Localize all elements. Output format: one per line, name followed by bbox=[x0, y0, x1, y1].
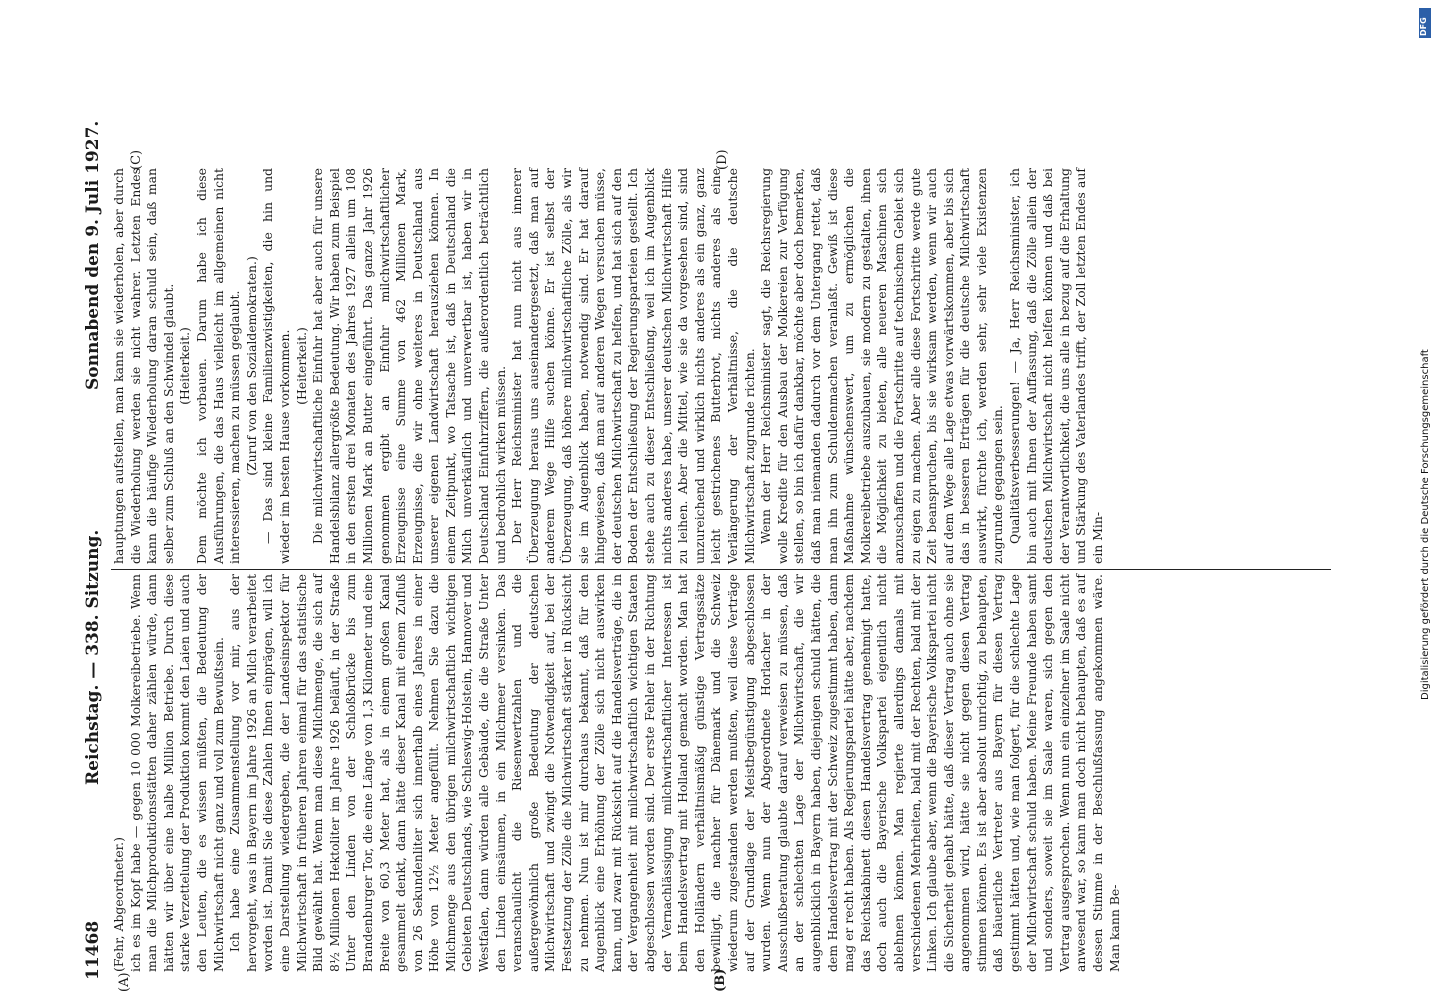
margin-marker-d: (D) bbox=[715, 149, 730, 170]
dfg-logo: DFG bbox=[1419, 8, 1431, 38]
interjection-call: (Zuruf von den Sozialdemokraten.) bbox=[243, 256, 259, 476]
left-column bbox=[111, 574, 1122, 972]
right-paragraph-5: Der Herr Reichsminister hat nun nicht aus innerer Überzeugung heraus uns auseinandergesetzt, daß man auf anderem Wege Hilfe suchen könne. Er ist selbst der Überzeugung, daß höhere milchwirtschaftliche Zölle, als wir sie im Augenblick haben, notwendig sind. Er hat darauf hingewiesen, daß man auf anderen Wegen versuchen müsse, der deutschen Milchwirtschaft zu helfen, und hat sich auf den Boden der Entschließung der Regierungsparteien gestellt. Ich stehe auch zu dieser Entschließung, weil ich im Augenblick nichts anderes habe, unserer deutschen Milchwirtschaft Hilfe zu leihen. Aber die Mittel, wie sie da vorgesehen sind, sind unzureichend und wirklich nichts anderes als ein ganz, ganz leicht gestrichenes Butterbrot, nichts anderes als eine Verlängerung der Verhältnisse, die die deutsche Milchwirtschaft zugrunde richten. bbox=[509, 168, 757, 564]
margin-marker-a: (A) bbox=[117, 972, 132, 992]
right-paragraph-6: Wenn der Herr Reichsminister sagt, die Reichsregierung wolle Kredite für den Ausbau der Molkereien zur Verfügung stellen, so bin ich dafür dankbar, möchte aber doch bemerken, daß man niemanden dadurch vor dem Untergang rettet, daß man ihn zum Schuldenmachen veranlaßt. Gewiß ist diese Maßnahme wünschenswert, um zu ermöglichen die Molkereibetriebe auszubauen, sie modern zu gestalten, ihnen die Möglichkeit zu bieten, alle neueren Maschinen sich anzuschaffen und die Fortschritte auf technischem Gebiet sich zu eigen zu machen. Aber alle diese Fortschritte werde gute Zeit beanspruchen, bis sie wirksam werden, wenn wir auch auf dem Wege alle Lage etwas vorwärtskommen, aber bis sich das in besseren Erträgen für die deutsche Milchwirtschaft auswirkt, fürchte ich, werden sehr, sehr viele Existenzen zugrunde gegangen sein. bbox=[758, 168, 1006, 564]
rotated-page-body bbox=[0, 120, 1339, 1000]
session-date: Sonnabend den 9. Juli 1927. bbox=[83, 120, 103, 390]
page-header bbox=[83, 120, 109, 980]
right-column bbox=[111, 168, 1106, 564]
right-paragraph-7: Qualitätsverbesserungen! — Ja, Herr Reichsminister, ich bin auch mit Ihnen der Auffassung, daß die Zölle allein der deutschen Milchwirtschaft nicht helfen können und daß bei der Verantwortlichkeit, die uns alle in bezug auf die Erhaltung und Stärkung des Vaterlandes trifft, der Zoll letzten Endes auf ein Min- bbox=[1007, 168, 1106, 564]
digitization-note: Digitalisierung gefördert durch die Deutsche Forschungsgemeinschaft bbox=[1420, 349, 1431, 700]
interjection-laughter-2: (Heiterkeit.) bbox=[293, 327, 309, 405]
margin-marker-b: (B) bbox=[713, 968, 728, 992]
right-paragraph-1: hauptungen aufstellen, man kann sie wiederholen, aber durch die Wiederholung werden sie nicht wahrer. Letzten Endes kann die häufige Wiederholung daran schuld sein, daß man selber zum Schluß an den Schwindel glaubt. bbox=[111, 168, 176, 564]
page-number: 11468 bbox=[83, 920, 103, 980]
left-paragraph-2: Ich habe eine Zusammenstellung vor mir, aus der hervorgeht, was in Bayern im Jahre 1926 an Milch verarbeitet worden ist. Damit Sie diese Zahlen Ihnen einprägen, will ich eine Darstellung wiedergeben, die der Landesinspektor für Milchwirtschaft in früheren Jahren einmal für das statistische Bild gewählt hat. Wenn man diese Milchmenge, die sich auf 8½ Millionen Hektoliter im Jahre 1926 beläuft, in der Straße Unter den Linden von der Schloßbrücke bis zum Brandenburger Tor, die eine Länge von 1,3 Kilometer und eine Breite von 60,3 Meter hat, als in einem großen Kanal gesammelt denkt, dann hätte dieser Kanal mit einem Zufluß von 26 Sekundenliter sich innerhalb eines Jahres in einer Höhe von 12½ Meter angefüllt. Nehmen Sie dazu die Milchmenge aus den übrigen milchwirtschaftlich wichtigen Gebieten Deutschlands, wie Schleswig-Holstein, Hannover und Westfalen, dann würden alle Gebäude, die die Straße Unter den Linden einsäumen, in ein Milchmeer versinken. Das veranschaulicht die Riesenwertzahlen und die außergewöhnlich große Bedeutung der deutschen Milchwirtschaft und zwingt die Notwendigkeit auf, bei der Festsetzung der Zölle die Milchwirtschaft stärker in Rücksicht zu nehmen. Nun ist mir durchaus bekannt, daß für den Augenblick eine Erhöhung der Zölle sich nicht auswirken kann, und zwar mit Rücksicht auf die Handelsverträge, die in der Vergangenheit mit milchwirtschaftlich wichtigen Staaten abgeschlossen worden sind. Der erste Fehler in der Richtung der Vernachlässigung milchwirtschaftlicher Interessen ist beim Handelsvertrag mit Holland gemacht worden. Man hat den Holländern verhältnismäßig günstige Vertragssätze bewilligt, die nachher für Dänemark und die Schweiz wiederum zugestanden werden mußten, weil diese Verträge auf der Grundlage der Meistbegünstigung abgeschlossen wurden. Wenn nun der Abgeordnete Horlacher in der Ausschußberatung glaubte darauf verweisen zu müssen, daß an der schlechten Lage der Milchwirtschaft, die wir augenblicklich in Bayern haben, diejenigen schuld hätten, die dem Handelsvertrag mit der Schweiz zugestimmt haben, dann mag er recht haben. Als Regierungspartei hätte aber, nachdem das Reichskabinett diesen Handelsvertrag genehmigt hatte, doch auch die Bayerische Volkspartei eigentlich nicht ablehnen können. Man regierte allerdings damals mit verschiedenen Mehrheiten, bald mit der Rechten, bald mit der Linken. Ich glaube aber, wenn die Bayerische Volkspartei nicht die Sicherheit gehabt hätte, daß dieser Vertrag auch ohne sie angenommen wird, hätte sie nicht gegen diesen Vertrag stimmen können. Es ist aber absolut unrichtig, zu behaupten, daß bäuerliche Vertreter aus Bayern für diesen Vertrag gestimmt hätten und, wie man folgert, für die schlechte Lage der Milchwirtschaft schuld haben. Meine Freunde haben samt und sonders, soweit sie im Saale waren, sich gegen den Vertrag ausgesprochen. Wenn nun ein einzelner im Saale nicht anwesend war, so kann man doch nicht behaupten, daß es auf dessen Stimme in der Beschlußfassung angekommen wäre. Man kann Be- bbox=[227, 574, 1122, 972]
margin-marker-c: (C) bbox=[129, 149, 144, 170]
column-divider bbox=[111, 569, 1331, 570]
session-title: Reichstag. — 338. Sitzung. bbox=[83, 529, 103, 785]
left-paragraph-1: ich es im Kopf habe — gegen 10 000 Molkereibetriebe. Wenn man die Milchproduktionsstätten daher zählen würde, dann hätten wir über eine halbe Million Betriebe. Durch diese starke Verzettelung der Produktion kommt den Laien und auch den Leuten, die es wissen müßten, die Bedeutung der Milchwirtschaft nicht ganz und voll zum Bewußtsein. bbox=[127, 574, 226, 972]
right-paragraph-3: — Das sind kleine Familienzwistigkeiten, die hin und wieder im besten Hause vorkommen. bbox=[260, 168, 292, 564]
speaker-note: (Fehr, Abgeordneter.) bbox=[111, 837, 126, 972]
interjection-laughter-1: (Heiterkeit.) bbox=[177, 327, 193, 405]
right-paragraph-2: Dem möchte ich vorbauen. Darum habe ich diese Ausführungen, die das Haus vielleicht im allgemeinen nicht interessieren, machen zu müssen geglaubt. bbox=[193, 168, 243, 564]
right-paragraph-4: Die milchwirtschaftliche Einfuhr hat aber auch für unsere Handelsbilanz allergrößte Bedeutung. Wir haben zum Beispiel in den ersten drei Monaten des Jahres 1927 allein um 108 Millionen Mark an Butter eingeführt. Das ganze Jahr 1926 genommen ergibt an Einfuhr milchwirtschaftlicher Erzeugnisse eine Summe von 462 Millionen Mark, Erzeugnisse, die wir ohne weiteres in Deutschland aus unserer eigenen Landwirtschaft herausziehen können. In einem Zeitpunkt, wo Tatsache ist, daß in Deutschland die Milch unverkäuflich und unverwertbar ist, haben wir in Deutschland Einfuhrziffern, die außerordentlich beträchtlich und bedrohlich wirken müssen. bbox=[310, 168, 508, 564]
